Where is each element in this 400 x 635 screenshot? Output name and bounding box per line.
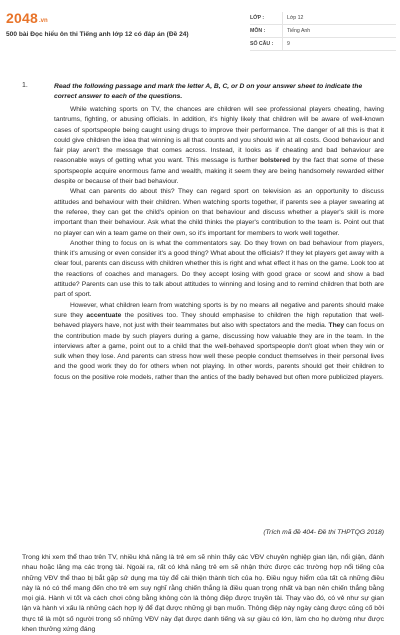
meta-class-key: LỚP : <box>250 15 265 21</box>
document-title: 500 bài Đọc hiểu ôn thi Tiếng anh lớp 12 có đáp án (Đề 24) <box>6 31 189 38</box>
meta-subject-key: MÔN : <box>250 28 266 34</box>
vietnamese-translation: Trong khi xem thể thao trên TV, nhiều khả năng là trẻ em sẽ nhìn thấy các VĐV chuyên nghiệp gian lận, nổi giận, đánh nhau hoặc lăng mạ các trọng tài. Ngoài ra, rất có khả năng trẻ em sẽ nhận thức được các trường hợp nổi tiếng của những VĐV thể thao bị bắt gặp sử dụng ma túy để cải thiện thành tích của họ. Điều nguy hiểm của tất cả những điều này là nó có thể mang đến cho trẻ em suy nghĩ rằng chiến thắng là điều quan trọng nhất và bạn nên chiến thắng bằng mọi giá. Hành vi tốt và cách chơi công bằng không còn là thông điệp được truyền tải. Thay vào đó, có vẻ như sự gian lận và hành vi xấu là những cách hợp lý để đạt được những gì bạn muốn. Thông điệp này ngày càng được củng cố bởi thực tế là một số người trong số những VĐV này đạt được danh tiếng và sự giàu có lớn, làm cho họ dường như được khen thưởng xứng đáng <box>22 554 384 634</box>
logo-domain: .vn <box>38 18 48 24</box>
reading-passage <box>54 105 384 383</box>
passage-paragraph-4: However, what children learn from watching sports is by no means all negative and parents should make sure they accentuate the positives too. They should emphasise to children the high reputation that well-behaved players have, not just with their teammates but also with spectators and the media. They can focus on the contribution made by such players during a game, discussing how valuable they are in the team. In the interviews after a game, point out to a child that the well-behaved sportspeople don't gloat when they win or sulk when they lose. And parents can stress how well these people conduct themselves in their personal lives and the good work they do for others when not playing. In other words, parents should get their children to focus on the positive role models, rather than the antics of the badly behaved but often more publicized players. <box>54 301 384 381</box>
meta-count-value: 9 <box>282 38 396 50</box>
logo-main: 2048 <box>6 10 38 26</box>
passage-paragraph-3: Another thing to focus on is what the commentators say. Do they frown on bad behaviour from players, think it's amusing or even consider it's a good thing? What about the officials? If they let players get away with a clear foul, parents can discuss with children whether this is right and what effect it has on the game. Look too at the reactions of coaches and managers. Do they accept losing with good grace or scowl and show a bad attitude? Parents can use this to talk about attitudes to winning and losing and to remind children that both are part of sport. <box>54 239 384 299</box>
meta-row-count <box>250 38 396 51</box>
meta-table <box>250 12 396 51</box>
meta-class-value: Lớp 12 <box>282 12 396 24</box>
meta-count-key: SỐ CÂU : <box>250 41 274 47</box>
passage-paragraph-1: While watching sports on TV, the chances are children will see professional players cheating, having tantrums, fighting, or abusing officials. In addition, it's highly likely that children will be aware of well-known cases of sportspeople being caught using drugs to improve their performance. The danger of all this is that it could give children the idea that winning is all that counts and you should win at all costs. Good behaviour and fair play aren't the message that comes across. Instead, it looks as if cheating and bad behaviour are reasonable ways of getting what you want. This message is further bolstered by the fact that some of these sportspeople acquire enormous fame and wealth, making it seem they are being handsomely rewarded either despite or because of their bad behaviour. <box>54 106 384 186</box>
passage-paragraph-2: What can parents do about this? They can regard sport on television as an opportunity to discuss attitudes and behaviour with their children. When watching sports together, if parents see a player swearing at the referee, they can get the child's opinion on that behaviour and discuss whether a player's skill is more important than their behaviour. Ask what the child thinks the player's contribution to the team is. Point out that no player can win a team game on their own, so it's important for members to work well together. <box>54 188 384 237</box>
question-number: 1. <box>22 82 28 89</box>
passage-source: (Trích mã đề 404- Đề thi THPTQG 2018) <box>263 529 384 536</box>
question-instruction: Read the following passage and mark the letter A, B, C, or D on your answer sheet to indicate the correct answer to each of the questions. <box>54 83 363 101</box>
page-header <box>0 0 400 66</box>
meta-row-subject <box>250 25 396 38</box>
site-logo[interactable] <box>6 10 48 26</box>
highlighted-word-accentuate: accentuate <box>86 311 122 319</box>
meta-subject-value: Tiếng Anh <box>282 25 396 37</box>
highlighted-word-bolstered: bolstered <box>259 157 291 165</box>
highlighted-word-they: They <box>328 322 345 330</box>
meta-row-class <box>250 12 396 25</box>
